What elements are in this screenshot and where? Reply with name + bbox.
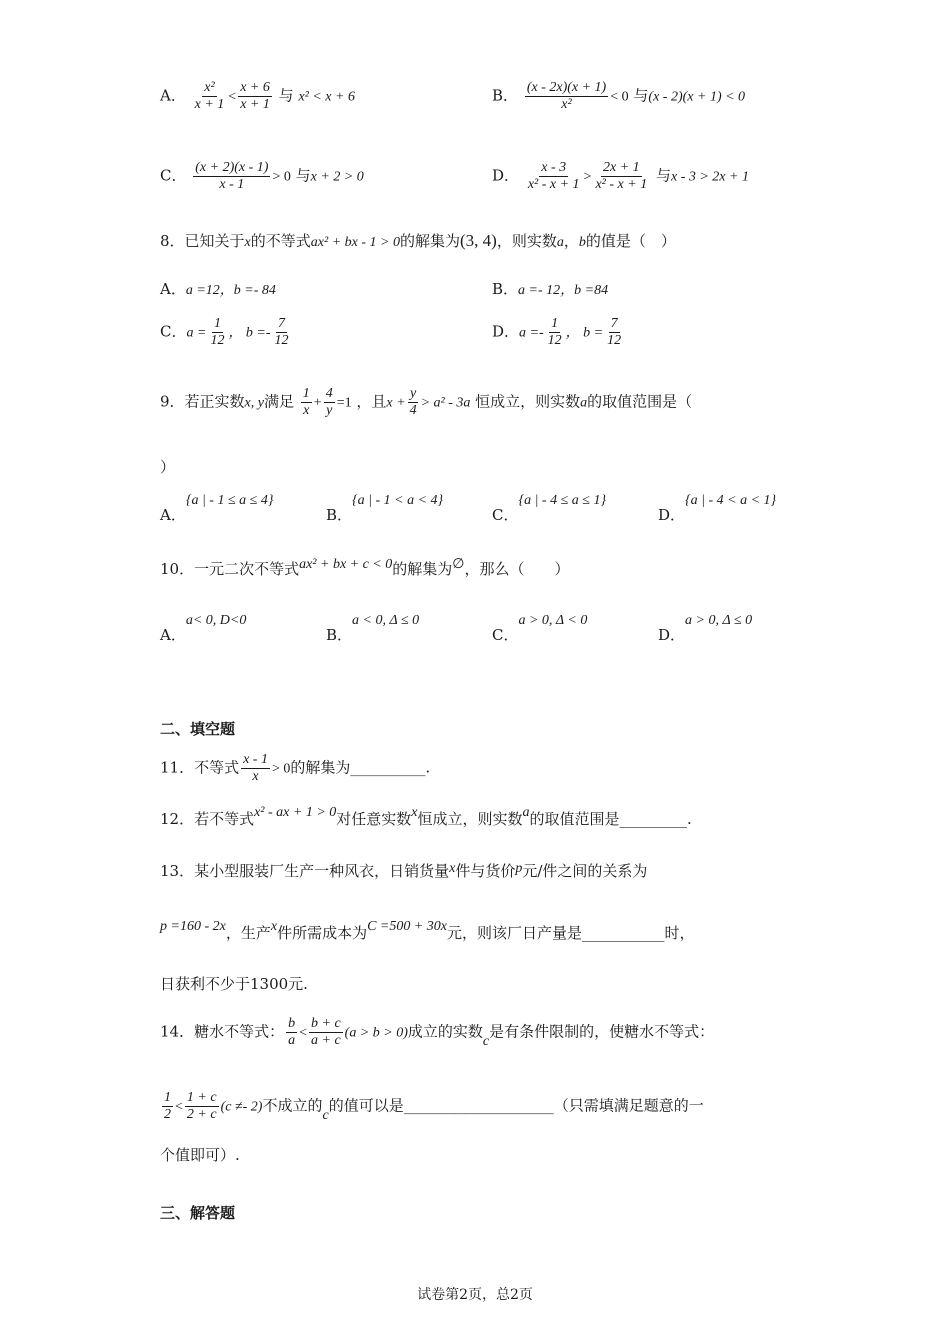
- fraction: $\frac{x + 6}{x + 1}$: [240, 80, 270, 113]
- q13-line3: 日获利不少于1300元.: [160, 975, 308, 993]
- q10-stem: 10．一元二次不等式ax² + bx + c < 0的解集为∅，那么（ ）: [160, 557, 570, 578]
- q14-line3: 个值即可）.: [160, 1146, 240, 1164]
- q10-option-d: D．a > 0, Δ ≤ 0: [658, 613, 753, 644]
- q12: 12．若不等式x² - ax + 1 > 0对任意实数x恒成立，则实数a的取值范围是_________.: [160, 805, 692, 828]
- section-heading-solve: 三、解答题: [160, 1204, 236, 1222]
- fraction: $\frac{b}{a}$: [288, 1016, 296, 1049]
- fraction: $\frac{y}{4}$: [409, 386, 417, 419]
- fraction: $\frac{x - 1}{x}$: [243, 752, 268, 785]
- q13-line2: p =160 - 2x，生产x件所需成本为C =500 + 30x元，则该厂日产量是___________时，: [160, 919, 695, 942]
- fraction: $\frac{7}{12}$: [274, 316, 289, 349]
- q9-option-a: A．{a | - 1 ≤ a ≤ 4}: [160, 493, 274, 524]
- fraction: $\frac{2x + 1}{\text{x² - x + 1}}$: [595, 160, 648, 193]
- section-heading-fill-in: 二、填空题: [160, 720, 236, 738]
- page-footer: 试卷第2页，总2页: [417, 1287, 533, 1303]
- q13-line1: 13．某小型服装厂生产一种风衣，日销货量x件与货价p元/件之间的关系为: [160, 861, 648, 880]
- q7-option-a: A． $\frac{\text{x²}}{x + 1}$ < $\frac{x + 6}{x + 1}$ 与 x² < x + 6: [160, 80, 355, 113]
- q9-option-c: C．{a | - 4 ≤ a ≤ 1}: [492, 493, 607, 524]
- q14-line1: 14．糖水不等式： $\frac{b}{a}$ < $\frac{b + c}{a + c}$ (a > b > 0)成立的实数c是有条件限制的，使糖水不等式：: [160, 1016, 715, 1049]
- q8-option-a: A．a =12，b =- 84: [160, 280, 276, 298]
- q9-option-d: D．{a | - 4 < a < 1}: [658, 493, 777, 524]
- fraction: $\frac{(x + 2)(x - 1)}{x - 1}$: [195, 160, 269, 193]
- fraction: $\frac{1}{12}$: [547, 316, 562, 349]
- q10-option-b: B．a < 0, Δ ≤ 0: [326, 613, 420, 644]
- fraction: $\frac{1 + c}{2 + c}$: [186, 1090, 217, 1123]
- q8-option-b: B．a =- 12，b =84: [492, 280, 609, 298]
- option-label: C．: [160, 166, 187, 185]
- q7-option-c: C． $\frac{(x + 2)(x - 1)}{x - 1}$ > 0 与x + 2 > 0: [160, 160, 364, 193]
- q9-option-b: B．{a | - 1 < a < 4}: [326, 493, 444, 524]
- q10-option-a: A．a< 0, D<0: [160, 613, 247, 644]
- q9-stem: 9．若正实数x, y满足 $\frac{1}{x}$ + $\frac{4}{y}$ =1 ，且x + $\frac{y}{4}$ > a² - 3a 恒成立，则实数a的取值范围是（: [160, 386, 693, 419]
- q7-option-d: D． $\frac{x - 3}{\text{x² - x + 1}}$ > $\frac{2x + 1}{\text{x² - x + 1}}$ 与x - 3 > 2x + 1: [492, 160, 749, 193]
- fraction: $\frac{1}{12}$: [210, 316, 225, 349]
- fraction: $\frac{7}{12}$: [607, 316, 622, 349]
- fraction: $\frac{\text{x²}}{x + 1}$: [194, 80, 225, 113]
- fraction: $\frac{x - 3}{\text{x² - x + 1}}$: [527, 160, 580, 193]
- q8-option-d: D．a =- $\frac{1}{12}$ ， b = $\frac{7}{12}$: [492, 316, 622, 349]
- q9-stem-close: ）: [160, 458, 176, 476]
- option-label: A．: [160, 86, 186, 105]
- fraction: $\frac{4}{y}$: [325, 386, 333, 419]
- q14-line2: $\frac{1}{2}$ < $\frac{1 + c}{2 + c}$ (c ≠- 2)不成立的c的值可以是____________________（只需填满足题意的一: [164, 1090, 704, 1123]
- fraction: $\frac{b + c}{a + c}$: [311, 1016, 341, 1049]
- fraction: $\frac{1}{x}$: [302, 386, 310, 419]
- fraction: $\frac{1}{2}$: [164, 1090, 171, 1123]
- q8-option-c: C．a = $\frac{1}{12}$ ， b =- $\frac{7}{12}$: [160, 316, 289, 349]
- q7-option-b: B． $\frac{(x - 2x)(x + 1)}{\text{x²}}$ < 0 与(x - 2)(x + 1) < 0: [492, 80, 746, 113]
- option-label: B．: [492, 86, 519, 105]
- q8-stem: 8．已知关于x的不等式ax² + bx - 1 > 0的解集为(3, 4)，则实数a，b的值是（ ）: [160, 231, 676, 250]
- fraction: $\frac{(x - 2x)(x + 1)}{\text{x²}}$: [526, 80, 607, 113]
- q10-option-c: C．a > 0, Δ < 0: [492, 613, 588, 644]
- q11: 11．不等式 $\frac{x - 1}{x}$ > 0的解集为__________.: [160, 752, 431, 785]
- option-label: D．: [492, 166, 520, 185]
